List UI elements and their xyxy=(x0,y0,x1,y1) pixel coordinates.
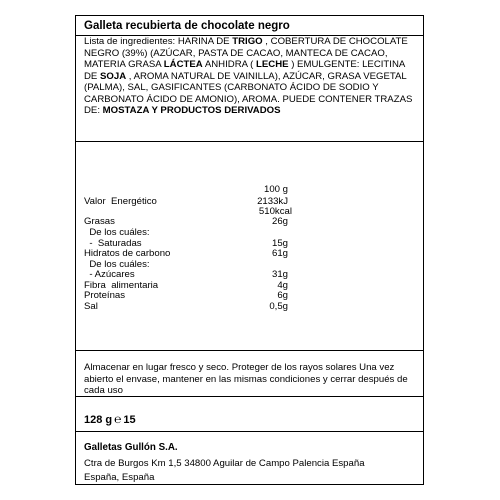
allergen-text: MOSTAZA Y PRODUCTOS DERIVADOS xyxy=(102,105,281,116)
company-name: Galletas Gullón S.A. xyxy=(84,442,178,453)
ingredient-text: ANHIDRA ( xyxy=(202,59,257,70)
company-address: Ctra de Burgos Km 1,5 34800 Aguilar de Campo Palencia España xyxy=(84,458,365,469)
nutrition-value: 26g xyxy=(271,216,288,227)
ingredient-text: ) EMULGENTE: LECITINA DE xyxy=(84,59,405,82)
storage-separator xyxy=(76,396,423,397)
nutrition-label: Hidratos de carbono xyxy=(84,248,171,259)
storage-instructions: Almacenar en lugar fresco y seco. Proteger de los rayos solares Una vez abierto el envase, mantener en las mismas condiciones y cerrar después de cada uso xyxy=(84,362,408,396)
allergen-text: TRIGO xyxy=(232,36,263,47)
nutrition-value: 510kcal xyxy=(258,205,292,217)
nutrition-value: 2133kJ xyxy=(257,196,288,207)
nutrition-label: Grasas xyxy=(84,216,115,227)
nutrition-label: Sal xyxy=(84,300,98,312)
nutrition-per-label: 100 g xyxy=(263,184,288,195)
ingredient-text: , AROMA NATURAL DE VAINILLA), AZÚCAR, GRASA VEGETAL (PALMA), SAL, GASIFICANTES (CARBONATO ÁCIDO DE SODIO Y CARBONATO ÁCIDO DE AMONIO), AROMA. PUEDE CONTENER TRAZAS DE: xyxy=(84,70,413,116)
nutrition-label: De los cuáles: xyxy=(84,258,150,270)
nutrition-value: 61g xyxy=(271,248,288,259)
nutrition-value: 4g xyxy=(277,279,288,291)
allergen-text: LECHE xyxy=(256,59,289,70)
weight-separator xyxy=(76,431,423,432)
company-country: España, España xyxy=(84,472,155,483)
label-frame xyxy=(75,15,424,485)
nutrition-value: 6g xyxy=(277,290,288,301)
unit-count: 15 xyxy=(123,414,136,426)
nutrition-label: - Saturadas xyxy=(84,237,142,249)
nutrition-label: De los cuáles: xyxy=(84,227,150,238)
nutrition-label: - Azúcares xyxy=(84,269,135,280)
nutrition-label: Fibra alimentaria xyxy=(84,279,159,291)
allergen-text: SOJA xyxy=(100,70,127,82)
nutrition-label: Valor Energético xyxy=(84,196,157,207)
net-weight-value: 128 g xyxy=(84,414,113,426)
nutrition-value: 0,5g xyxy=(269,300,288,312)
nutrition-label: Proteínas xyxy=(84,290,126,301)
net-weight xyxy=(84,412,136,426)
nutrition-value: 15g xyxy=(271,237,288,249)
ingredient-text: , COBERTURA DE CHOCOLATE NEGRO (39%) (AZÚCAR, PASTA DE CACAO, MANTECA DE CACAO, MATERIA GRASA xyxy=(84,36,408,70)
allergen-text: LÁCTEA xyxy=(163,59,203,70)
nutrition-separator xyxy=(76,350,423,351)
estimated-sign-icon: ℮ xyxy=(114,412,122,426)
ingredient-text: Lista de ingredientes: HARINA DE xyxy=(84,36,233,47)
product-title: Galleta recubierta de chocolate negro xyxy=(84,20,290,32)
nutrition-value: 31g xyxy=(271,269,288,280)
